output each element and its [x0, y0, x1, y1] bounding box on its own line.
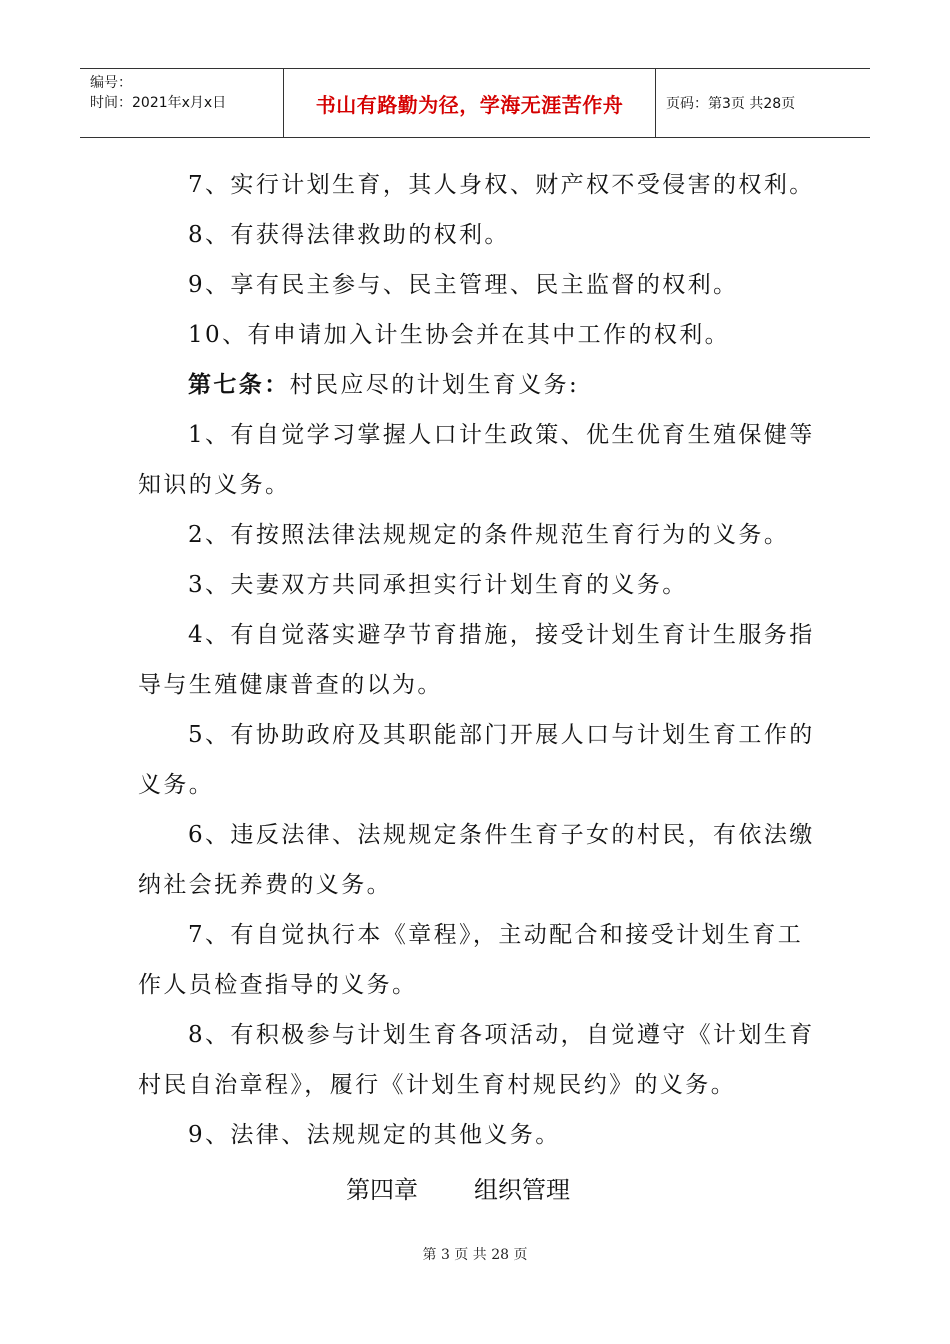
duty-item-8-line1: 8、有积极参与计划生育各项活动，自觉遵守《计划生育: [188, 1022, 815, 1048]
motto-text: 书山有路勤为径，学海无涯苦作舟: [315, 92, 624, 117]
duty-item-4-line2: 导与生殖健康普查的以为。: [138, 672, 443, 698]
duty-item-5-line2: 义务。: [138, 772, 215, 798]
document-header: [80, 68, 870, 138]
duty-item-2: 2、有按照法律法规规定的条件规范生育行为的义务。: [188, 522, 790, 548]
right-item-8: 8、有获得法律救助的权利。: [188, 222, 510, 248]
duty-item-1-line1: 1、有自觉学习掌握人口计生政策、优生优育生殖保健等: [188, 422, 815, 448]
duty-item-8-line2: 村民自治章程》，履行《计划生育村规民约》的义务。: [138, 1072, 737, 1098]
time-label: 时间：2021年x月x日: [90, 95, 227, 111]
right-item-9: 9、享有民主参与、民主管理、民主监督的权利。: [188, 272, 739, 298]
duty-item-7-line1: 7、有自觉执行本《章程》，主动配合和接受计划生育工: [188, 922, 804, 948]
header-motto-cell: [283, 69, 656, 137]
duty-item-6-line1: 6、违反法律、法规规定条件生育子女的村民，有依法缴: [188, 822, 815, 848]
duty-item-1-line2: 知识的义务。: [138, 472, 291, 498]
chapter-title: 组织管理: [474, 1176, 570, 1204]
header-page-cell: [656, 69, 870, 137]
duty-item-4-line1: 4、有自觉落实避孕节育措施，接受计划生育计生服务指: [188, 622, 815, 648]
number-label: 编号：: [90, 75, 132, 91]
duty-item-7-line2: 作人员检查指导的义务。: [138, 972, 418, 998]
right-item-7: 7、实行计划生育，其人身权、财产权不受侵害的权利。: [188, 172, 815, 198]
article-seven-heading: 第七条：: [188, 372, 290, 398]
header-info-cell: [80, 69, 283, 137]
chapter-heading: [138, 1160, 818, 1220]
right-item-10: 10、有申请加入计生协会并在其中工作的权利。: [188, 322, 731, 348]
duty-item-5-line1: 5、有协助政府及其职能部门开展人口与计划生育工作的: [188, 722, 815, 748]
duty-item-6-line2: 纳社会抚养费的义务。: [138, 872, 392, 898]
document-body: [138, 160, 818, 1220]
page-footer: 第 3 页 共 28 页: [422, 1247, 528, 1263]
article-seven: [138, 360, 818, 410]
page-label: 页码：第3页 共28页: [666, 96, 796, 112]
article-seven-text: 村民应尽的计划生育义务:: [289, 372, 580, 398]
chapter-number: 第四章: [346, 1176, 418, 1204]
duty-item-9: 9、法律、法规规定的其他义务。: [188, 1122, 561, 1148]
duty-item-3: 3、夫妻双方共同承担实行计划生育的义务。: [188, 572, 688, 598]
